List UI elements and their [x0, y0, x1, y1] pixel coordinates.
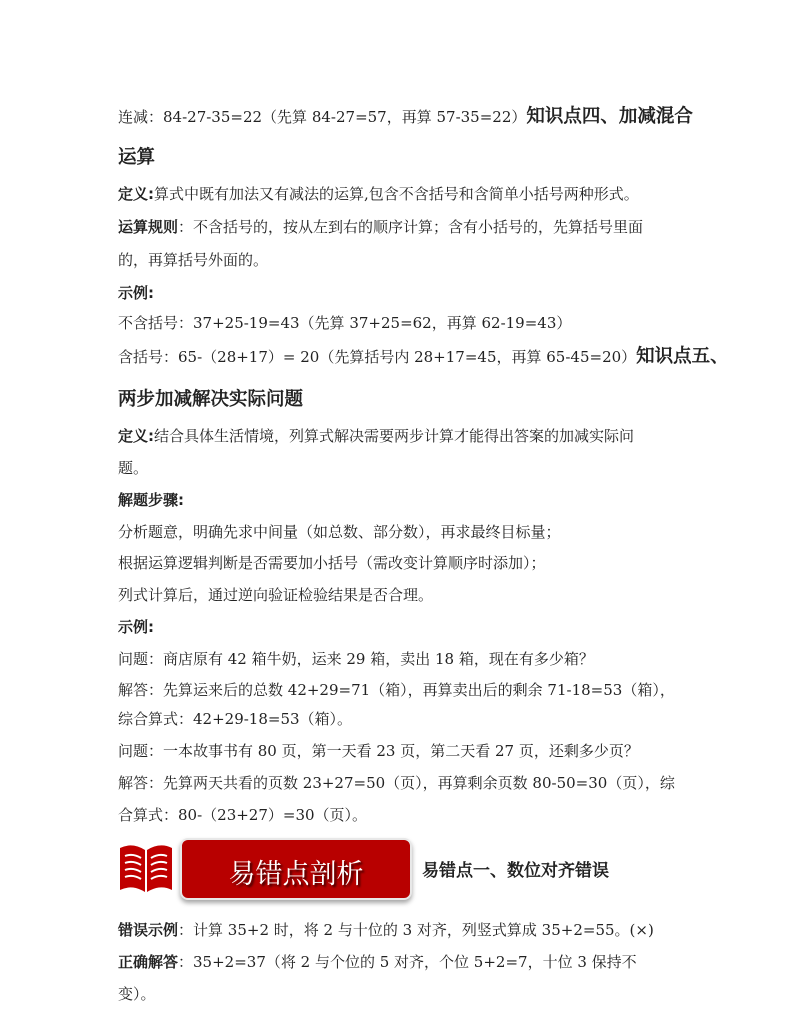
- text-line: 列式计算后，通过逆向验证检验结果是否合理。: [118, 586, 434, 604]
- text: ：35+2=37（将 2 与个位的 5 对齐，个位 5+2=7，十位 3 保持不: [178, 953, 637, 971]
- label: 示例:: [118, 618, 154, 636]
- text-line: 变）。: [118, 985, 156, 1003]
- label: 解题步骤:: [118, 491, 184, 509]
- banner-title: 易错点剖析: [228, 859, 364, 890]
- text-line: 题。: [118, 459, 149, 477]
- text: 连减：84-27-35=22（先算 84-27=57，再算 57-35=22）: [118, 108, 527, 126]
- text-line: 解答：先算两天共看的页数 23+27=50（页），再算剩余页数 80-50=30（页），综: [118, 774, 675, 792]
- text-line: 综合算式：42+29-18=53（箱）。: [118, 710, 353, 728]
- label: 定义:: [118, 427, 154, 445]
- book-icon: [118, 842, 174, 894]
- text-line: 根据运算逻辑判断是否需要加小括号（需改变计算顺序时添加）；: [118, 554, 546, 572]
- definition: [118, 184, 639, 204]
- text-line: 的，再算括号外面的。: [118, 251, 269, 269]
- heading-5-cont: 两步加减解决实际问题: [118, 389, 304, 410]
- text-line: 合算式：80-（23+27）=30（页）。: [118, 806, 368, 824]
- text-line: 问题：一本故事书有 80 页，第一天看 23 页，第二天看 27 页，还剩多少页？: [118, 742, 639, 760]
- text-line: [118, 107, 693, 127]
- section-banner: [180, 838, 412, 900]
- label: 正确解答: [118, 953, 179, 971]
- text-line: [118, 347, 729, 367]
- rule: [118, 217, 643, 237]
- text: ：不含括号的，按从左到右的顺序计算；含有小括号的，先算括号里面: [178, 218, 644, 236]
- label: 定义:: [118, 185, 154, 203]
- error-heading-1: 易错点一、数位对齐错误: [422, 861, 609, 881]
- text-line: 不含括号：37+25-19=43（先算 37+25=62，再算 62-19=43）: [118, 314, 572, 332]
- label: 错误示例: [118, 921, 179, 939]
- correct-answer: [118, 952, 637, 972]
- text-line: 问题：商店原有 42 箱牛奶，运来 29 箱，卖出 18 箱，现在有多少箱？: [118, 650, 594, 668]
- text: ：计算 35+2 时，将 2 与十位的 3 对齐，列竖式算成 35+2=55。(×): [178, 921, 654, 939]
- text: 算式中既有加法又有减法的运算,包含不含括号和含简单小括号两种形式。: [154, 185, 639, 203]
- error-example: [118, 920, 654, 940]
- text-line: 分析题意，明确先求中间量（如总数、部分数），再求最终目标量；: [118, 523, 561, 541]
- definition: [118, 426, 634, 446]
- text: 含括号：65-（28+17）= 20（先算括号内 28+17=45，再算 65-45=20）: [118, 348, 637, 366]
- heading-4: 知识点四、加减混合: [526, 106, 693, 127]
- text-line: 解答：先算运来后的总数 42+29=71（箱），再算卖出后的剩余 71-18=53（箱），: [118, 681, 675, 699]
- label: 示例:: [118, 284, 154, 302]
- heading-4-cont: 运算: [118, 147, 156, 168]
- label: 运算规则: [118, 218, 179, 236]
- text: 结合具体生活情境，列算式解决需要两步计算才能得出答案的加减实际问: [154, 427, 635, 445]
- heading-5: 知识点五、: [636, 346, 729, 367]
